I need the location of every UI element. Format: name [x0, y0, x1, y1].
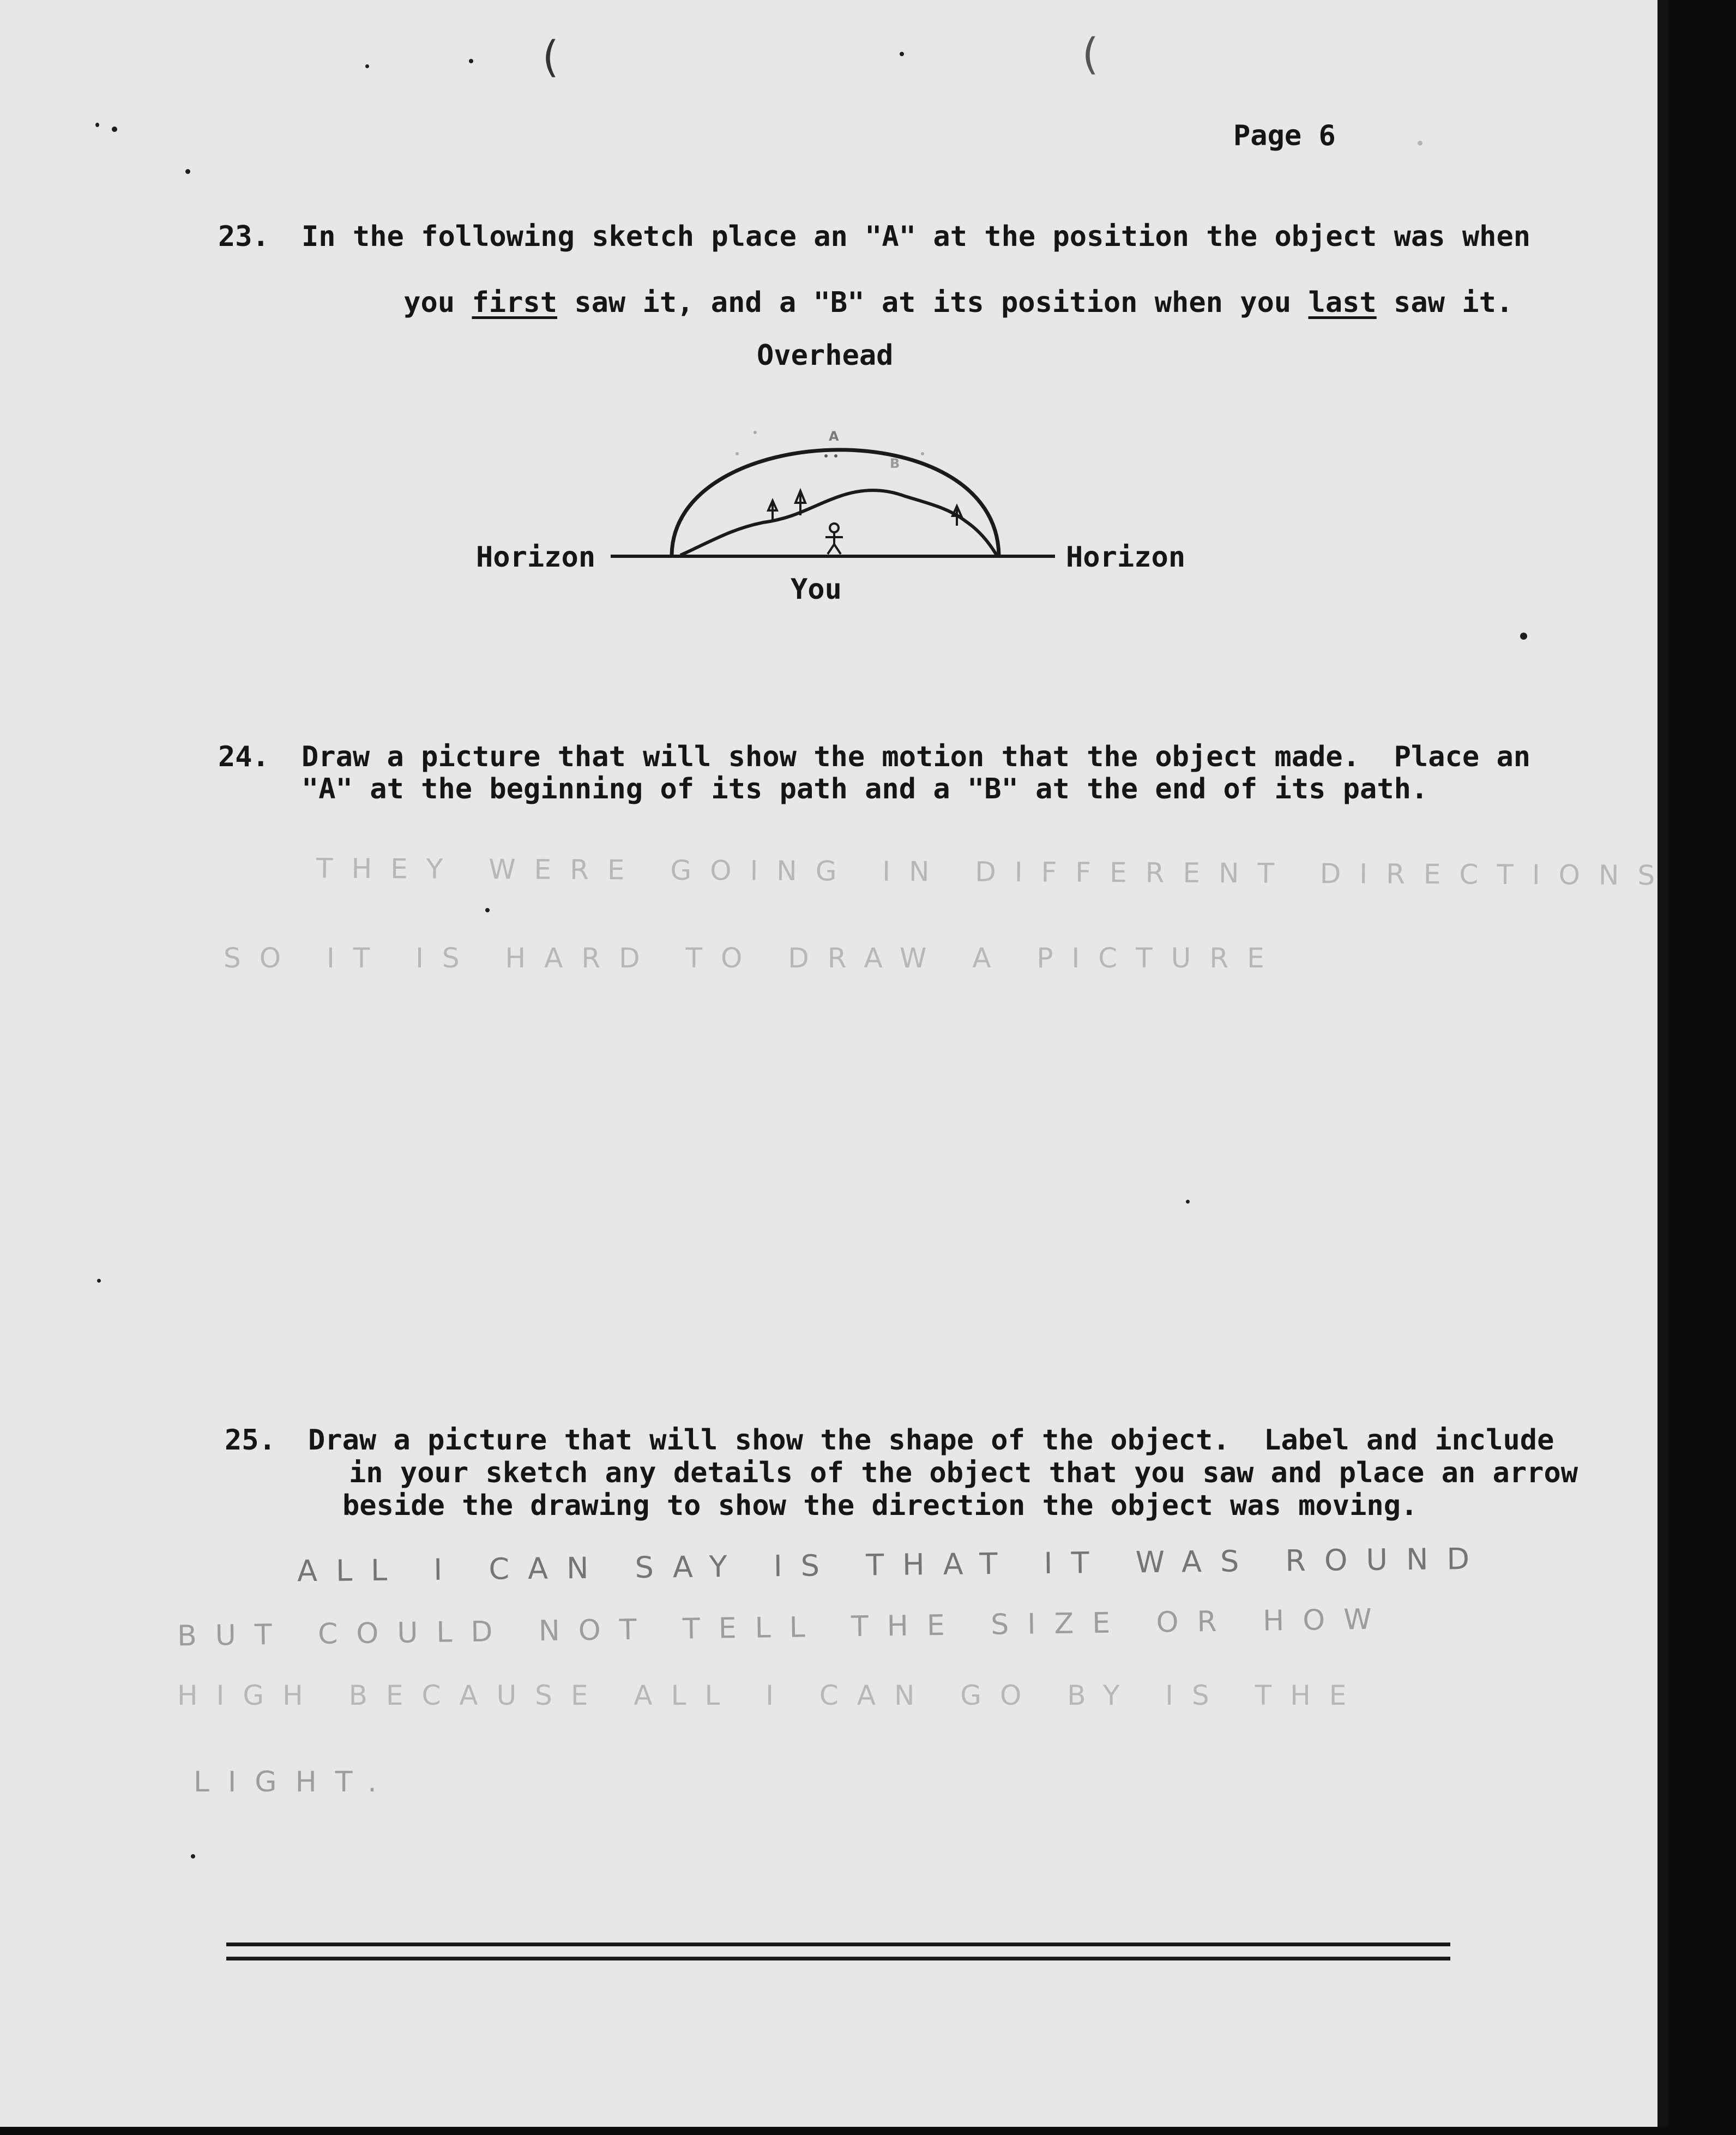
question-23-line-2 — [335, 252, 1513, 353]
speck — [112, 127, 117, 132]
pencil-mark-a: A — [829, 429, 839, 444]
question-23-number: 23. — [218, 220, 269, 253]
answer-25-handwriting-line-3: HIGH BECAUSE ALL I CAN GO BY IS THE — [177, 1680, 1365, 1711]
speck — [95, 123, 99, 127]
q23-text: saw it. — [1376, 286, 1514, 319]
speck — [185, 169, 190, 174]
question-25-line-3: beside the drawing to show the direction the object was moving. — [342, 1489, 1418, 1522]
bracket-mark: ( — [1077, 30, 1102, 79]
speck — [1418, 141, 1422, 146]
question-24-line-1: Draw a picture that will show the motion that the object made. Place an — [302, 741, 1531, 773]
stick-figure-icon — [825, 524, 843, 554]
speck — [97, 1279, 101, 1283]
question-24-line-2: "A" at the beginning of its path and a "B" at the end of its path. — [302, 773, 1428, 805]
pencil-mark-b: B — [890, 456, 900, 471]
hill-outline — [680, 490, 997, 555]
speck — [469, 59, 473, 63]
question-23-line-1: In the following sketch place an "A" at the position the object was when — [302, 220, 1531, 253]
answer-24-handwriting-line-1: THEY WERE GOING IN DIFFERENT DIRECTIONS — [316, 852, 1674, 892]
answer-25-handwriting-line-4: LIGHT. — [194, 1766, 395, 1799]
answer-24-handwriting-line-2: SO IT IS HARD TO DRAW A PICTURE — [224, 942, 1283, 974]
answer-25-handwriting-line-2: BUT COULD NOT TELL THE SIZE OR HOW — [177, 1603, 1391, 1653]
page-number: Page 6 — [1233, 119, 1336, 152]
speck — [1520, 633, 1527, 640]
sketch-label-overhead: Overhead — [757, 339, 894, 372]
q23-last-underlined: last — [1308, 286, 1377, 319]
q23-first-underlined: first — [472, 286, 558, 319]
bottom-rule-upper — [226, 1942, 1450, 1946]
speck — [485, 908, 490, 912]
sketch-label-horizon-right: Horizon — [1066, 541, 1186, 574]
sketch-label-horizon-left: Horizon — [476, 541, 596, 574]
question-25-line-2: in your sketch any details of the object that you saw and place an arrow — [349, 1457, 1578, 1489]
tree-icon — [768, 491, 961, 526]
speck — [900, 52, 904, 56]
speck — [365, 64, 369, 68]
speck — [1186, 1200, 1190, 1204]
bracket-mark: ( — [537, 33, 563, 82]
sky-dome-sketch — [600, 382, 1058, 573]
q23-text: you — [403, 286, 472, 319]
question-24-number: 24. — [218, 741, 269, 773]
answer-25-handwriting-line-1: ALL I CAN SAY IS THAT IT WAS ROUND — [297, 1541, 1488, 1589]
question-25-number: 25. — [225, 1424, 276, 1457]
q23-text: saw it, and a "B" at its position when you — [557, 286, 1309, 319]
bottom-rule-lower — [226, 1957, 1450, 1960]
speck — [191, 1854, 195, 1859]
question-25-line-1: Draw a picture that will show the shape of the object. Label and include — [308, 1424, 1554, 1457]
sketch-label-you: You — [791, 573, 842, 606]
